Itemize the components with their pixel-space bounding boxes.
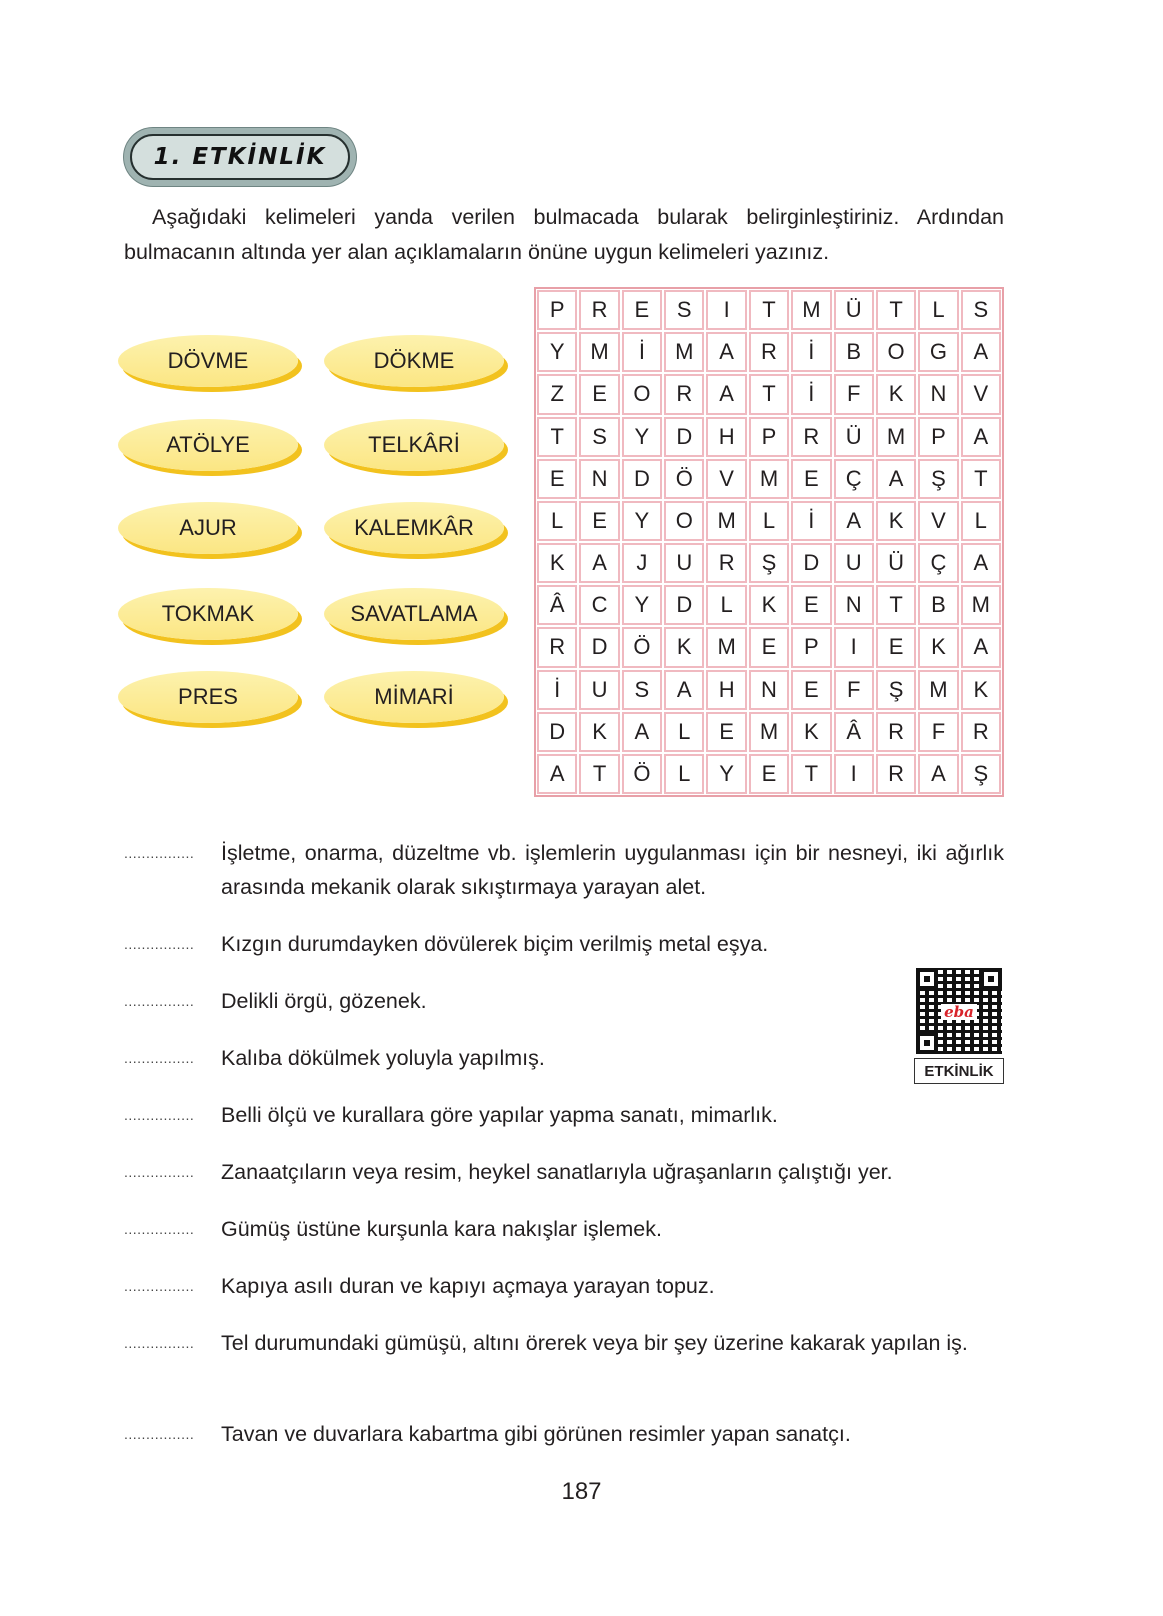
answer-blank[interactable]: ................ bbox=[124, 1164, 195, 1180]
answer-blank[interactable]: ................ bbox=[124, 1278, 195, 1294]
puzzle-cell[interactable]: G bbox=[918, 332, 958, 372]
puzzle-cell[interactable]: Z bbox=[537, 374, 577, 414]
puzzle-cell[interactable]: L bbox=[918, 290, 958, 330]
puzzle-cell[interactable]: P bbox=[791, 627, 831, 667]
word-bank-item: SAVATLAMA bbox=[324, 588, 504, 640]
puzzle-cell[interactable]: I bbox=[834, 627, 874, 667]
puzzle-cell[interactable]: Ö bbox=[664, 459, 704, 499]
puzzle-cell[interactable]: E bbox=[537, 459, 577, 499]
puzzle-cell[interactable]: O bbox=[664, 501, 704, 541]
puzzle-cell[interactable]: A bbox=[961, 543, 1001, 583]
puzzle-cell[interactable]: R bbox=[961, 712, 1001, 752]
qr-corner-icon bbox=[980, 968, 1002, 990]
activity-badge bbox=[124, 128, 356, 186]
puzzle-cell[interactable]: D bbox=[791, 543, 831, 583]
puzzle-cell[interactable]: M bbox=[579, 332, 619, 372]
puzzle-cell[interactable]: M bbox=[918, 670, 958, 710]
puzzle-cell[interactable]: Y bbox=[622, 417, 662, 457]
puzzle-cell[interactable]: M bbox=[706, 627, 746, 667]
word-bank-item: AJUR bbox=[118, 502, 298, 554]
puzzle-cell[interactable]: İ bbox=[791, 332, 831, 372]
puzzle-cell[interactable]: J bbox=[622, 543, 662, 583]
puzzle-cell[interactable]: C bbox=[579, 585, 619, 625]
puzzle-cell[interactable]: P bbox=[537, 290, 577, 330]
puzzle-cell[interactable]: N bbox=[749, 670, 789, 710]
clue-row bbox=[124, 1212, 1004, 1246]
clue-text: Kapıya asılı duran ve kapıyı açmaya yarayan topuz. bbox=[221, 1274, 715, 1298]
clue-text: Tel durumundaki gümüşü, altını örerek veya bir şey üzerine kakarak yapılan iş. bbox=[221, 1331, 968, 1355]
puzzle-cell[interactable]: Ü bbox=[876, 543, 916, 583]
answer-blank[interactable]: ................ bbox=[124, 1107, 195, 1123]
puzzle-cell[interactable]: D bbox=[579, 627, 619, 667]
puzzle-cell[interactable]: P bbox=[918, 417, 958, 457]
puzzle-cell[interactable]: H bbox=[706, 670, 746, 710]
puzzle-cell[interactable]: K bbox=[876, 501, 916, 541]
puzzle-cell[interactable]: K bbox=[876, 374, 916, 414]
puzzle-cell[interactable]: K bbox=[749, 585, 789, 625]
word-bank-item: ATÖLYE bbox=[118, 419, 298, 471]
clue-row bbox=[124, 1098, 1004, 1132]
puzzle-cell[interactable]: S bbox=[622, 670, 662, 710]
puzzle-cell[interactable]: P bbox=[749, 417, 789, 457]
answer-blank[interactable]: ................ bbox=[124, 1050, 195, 1066]
puzzle-cell[interactable]: A bbox=[961, 332, 1001, 372]
puzzle-cell[interactable]: H bbox=[706, 417, 746, 457]
puzzle-cell[interactable]: T bbox=[749, 374, 789, 414]
puzzle-cell[interactable]: F bbox=[918, 712, 958, 752]
puzzle-cell[interactable]: M bbox=[961, 585, 1001, 625]
puzzle-cell[interactable]: Y bbox=[537, 332, 577, 372]
answer-blank[interactable]: ................ bbox=[124, 936, 195, 952]
puzzle-cell[interactable]: A bbox=[706, 332, 746, 372]
puzzle-cell[interactable]: L bbox=[706, 585, 746, 625]
puzzle-cell[interactable]: K bbox=[961, 670, 1001, 710]
puzzle-cell[interactable]: M bbox=[664, 332, 704, 372]
puzzle-cell[interactable]: T bbox=[961, 459, 1001, 499]
puzzle-cell[interactable]: Y bbox=[622, 585, 662, 625]
puzzle-cell[interactable]: E bbox=[791, 585, 831, 625]
puzzle-cell[interactable]: V bbox=[918, 501, 958, 541]
page-number: 187 bbox=[561, 1478, 602, 1505]
puzzle-cell[interactable]: İ bbox=[622, 332, 662, 372]
word-bank-item: MİMARİ bbox=[324, 671, 504, 723]
clue-row bbox=[124, 1326, 1004, 1360]
word-bank-item: TELKÂRİ bbox=[324, 419, 504, 471]
puzzle-cell[interactable]: R bbox=[791, 417, 831, 457]
puzzle-cell[interactable]: E bbox=[622, 290, 662, 330]
puzzle-cell[interactable]: E bbox=[749, 754, 789, 794]
puzzle-cell[interactable]: A bbox=[622, 712, 662, 752]
puzzle-cell[interactable]: K bbox=[537, 543, 577, 583]
word-search-grid bbox=[534, 287, 1004, 797]
puzzle-cell[interactable]: O bbox=[876, 332, 916, 372]
puzzle-cell[interactable]: R bbox=[876, 754, 916, 794]
puzzle-cell[interactable]: I bbox=[706, 290, 746, 330]
word-bank-item: KALEMKÂR bbox=[324, 502, 504, 554]
clue-row bbox=[124, 927, 1004, 961]
puzzle-cell[interactable]: L bbox=[961, 501, 1001, 541]
clue-text: Belli ölçü ve kurallara göre yapılar yapma sanatı, mimarlık. bbox=[221, 1103, 778, 1127]
qr-corner-icon bbox=[916, 1032, 938, 1054]
puzzle-cell[interactable]: A bbox=[664, 670, 704, 710]
eba-logo: eba bbox=[941, 1004, 977, 1020]
puzzle-cell[interactable]: T bbox=[749, 290, 789, 330]
puzzle-cell[interactable]: M bbox=[876, 417, 916, 457]
clue-text: Zanaatçıların veya resim, heykel sanatlarıyla uğraşanların çalıştığı yer. bbox=[221, 1160, 893, 1184]
puzzle-cell[interactable]: A bbox=[876, 459, 916, 499]
puzzle-cell[interactable]: N bbox=[579, 459, 619, 499]
answer-blank[interactable]: ................ bbox=[124, 1335, 195, 1351]
puzzle-cell[interactable]: T bbox=[537, 417, 577, 457]
puzzle-cell[interactable]: R bbox=[706, 543, 746, 583]
puzzle-cell[interactable]: Â bbox=[834, 712, 874, 752]
puzzle-cell[interactable]: A bbox=[706, 374, 746, 414]
puzzle-cell[interactable]: A bbox=[537, 754, 577, 794]
puzzle-cell[interactable]: A bbox=[834, 501, 874, 541]
puzzle-cell[interactable]: B bbox=[918, 585, 958, 625]
puzzle-cell[interactable]: A bbox=[961, 417, 1001, 457]
puzzle-cell[interactable]: R bbox=[537, 627, 577, 667]
qr-corner-icon bbox=[916, 968, 938, 990]
puzzle-cell[interactable]: Ş bbox=[961, 754, 1001, 794]
word-bank-item: TOKMAK bbox=[118, 588, 298, 640]
clue-text: Delikli örgü, gözenek. bbox=[221, 989, 427, 1013]
puzzle-cell[interactable]: M bbox=[749, 459, 789, 499]
puzzle-cell[interactable]: Ş bbox=[876, 670, 916, 710]
puzzle-cell[interactable]: O bbox=[622, 374, 662, 414]
answer-blank[interactable]: ................ bbox=[124, 993, 195, 1009]
puzzle-cell[interactable]: Ü bbox=[834, 417, 874, 457]
puzzle-cell[interactable]: E bbox=[579, 374, 619, 414]
answer-blank[interactable]: ................ bbox=[124, 1426, 195, 1442]
puzzle-cell[interactable]: T bbox=[876, 585, 916, 625]
clue-row bbox=[124, 836, 1004, 904]
puzzle-cell[interactable]: Â bbox=[537, 585, 577, 625]
activity-badge-inner bbox=[130, 134, 350, 180]
puzzle-cell[interactable]: İ bbox=[791, 374, 831, 414]
puzzle-cell[interactable]: Ö bbox=[622, 627, 662, 667]
puzzle-cell[interactable]: L bbox=[664, 712, 704, 752]
puzzle-cell[interactable]: I bbox=[834, 754, 874, 794]
clue-text: Kalıba dökülmek yoluyla yapılmış. bbox=[221, 1046, 545, 1070]
puzzle-cell[interactable]: S bbox=[961, 290, 1001, 330]
clue-text: Tavan ve duvarlara kabartma gibi görünen resimler yapan sanatçı. bbox=[221, 1422, 851, 1446]
puzzle-cell[interactable]: Ş bbox=[749, 543, 789, 583]
puzzle-cell[interactable]: F bbox=[834, 670, 874, 710]
puzzle-cell[interactable]: V bbox=[961, 374, 1001, 414]
puzzle-cell[interactable]: R bbox=[664, 374, 704, 414]
puzzle-cell[interactable]: S bbox=[664, 290, 704, 330]
puzzle-cell[interactable]: A bbox=[579, 543, 619, 583]
puzzle-cell[interactable]: A bbox=[918, 754, 958, 794]
puzzle-cell[interactable]: E bbox=[791, 459, 831, 499]
qr-code-icon[interactable] bbox=[916, 968, 1002, 1054]
puzzle-cell[interactable]: Ş bbox=[918, 459, 958, 499]
puzzle-cell[interactable]: K bbox=[918, 627, 958, 667]
clue-row bbox=[124, 1417, 1004, 1451]
puzzle-cell[interactable]: T bbox=[579, 754, 619, 794]
word-bank-item: PRES bbox=[118, 671, 298, 723]
puzzle-cell[interactable]: S bbox=[579, 417, 619, 457]
puzzle-cell[interactable]: M bbox=[749, 712, 789, 752]
puzzle-cell[interactable]: İ bbox=[537, 670, 577, 710]
puzzle-cell[interactable]: R bbox=[749, 332, 789, 372]
clue-text: Gümüş üstüne kurşunla kara nakışlar işlemek. bbox=[221, 1217, 662, 1241]
puzzle-cell[interactable]: U bbox=[664, 543, 704, 583]
puzzle-cell[interactable]: Ç bbox=[918, 543, 958, 583]
puzzle-cell[interactable]: E bbox=[706, 712, 746, 752]
puzzle-cell[interactable]: E bbox=[579, 501, 619, 541]
puzzle-cell[interactable]: K bbox=[664, 627, 704, 667]
puzzle-cell[interactable]: U bbox=[834, 543, 874, 583]
puzzle-cell[interactable]: K bbox=[579, 712, 619, 752]
puzzle-cell[interactable]: M bbox=[706, 501, 746, 541]
qr-activity-box[interactable] bbox=[914, 968, 1004, 1086]
puzzle-cell[interactable]: N bbox=[834, 585, 874, 625]
puzzle-cell[interactable]: L bbox=[664, 754, 704, 794]
puzzle-cell[interactable]: E bbox=[791, 670, 831, 710]
qr-label: ETKİNLİK bbox=[914, 1058, 1004, 1084]
puzzle-cell[interactable]: D bbox=[664, 417, 704, 457]
puzzle-cell[interactable]: V bbox=[706, 459, 746, 499]
puzzle-cell[interactable]: E bbox=[876, 627, 916, 667]
clue-row bbox=[124, 1269, 1004, 1303]
clue-text: İşletme, onarma, düzeltme vb. işlemlerin uygulanması için bir nesneyi, iki ağırlık arasında mekanik olarak sıkıştırmaya yarayan alet. bbox=[221, 841, 1004, 899]
clue-text: Kızgın durumdayken dövülerek biçim verilmiş metal eşya. bbox=[221, 932, 769, 956]
puzzle-cell[interactable]: B bbox=[834, 332, 874, 372]
puzzle-cell[interactable]: T bbox=[791, 754, 831, 794]
puzzle-cell[interactable]: D bbox=[622, 459, 662, 499]
puzzle-cell[interactable]: L bbox=[749, 501, 789, 541]
puzzle-cell[interactable]: E bbox=[749, 627, 789, 667]
puzzle-cell[interactable]: M bbox=[791, 290, 831, 330]
puzzle-cell[interactable]: Y bbox=[622, 501, 662, 541]
puzzle-cell[interactable]: Ü bbox=[834, 290, 874, 330]
answer-blank[interactable]: ................ bbox=[124, 1221, 195, 1237]
instructions-paragraph: Aşağıdaki kelimeleri yanda verilen bulmacada bularak belirginleştiriniz. Ardından bulmacanın altında yer alan açıklamaların önüne uygun kelimeleri yazınız. bbox=[124, 205, 1004, 264]
puzzle-cell[interactable]: Ç bbox=[834, 459, 874, 499]
puzzle-cell[interactable]: İ bbox=[791, 501, 831, 541]
answer-blank[interactable]: ................ bbox=[124, 845, 195, 861]
activity-heading: 1. ETKİNLİK bbox=[153, 144, 327, 170]
puzzle-cell[interactable]: F bbox=[834, 374, 874, 414]
puzzle-cell[interactable]: K bbox=[791, 712, 831, 752]
puzzle-cell[interactable]: R bbox=[579, 290, 619, 330]
word-bank-item: DÖVME bbox=[118, 335, 298, 387]
puzzle-cell[interactable]: N bbox=[918, 374, 958, 414]
puzzle-cell[interactable]: R bbox=[876, 712, 916, 752]
puzzle-cell[interactable]: D bbox=[664, 585, 704, 625]
puzzle-cell[interactable]: U bbox=[579, 670, 619, 710]
puzzle-cell[interactable]: Ö bbox=[622, 754, 662, 794]
puzzle-cell[interactable]: L bbox=[537, 501, 577, 541]
puzzle-cell[interactable]: Y bbox=[706, 754, 746, 794]
puzzle-cell[interactable]: D bbox=[537, 712, 577, 752]
word-bank-item: DÖKME bbox=[324, 335, 504, 387]
clue-row bbox=[124, 1155, 1004, 1189]
puzzle-cell[interactable]: T bbox=[876, 290, 916, 330]
clue-row bbox=[124, 1041, 1004, 1075]
clue-row bbox=[124, 984, 1004, 1018]
puzzle-cell[interactable]: A bbox=[961, 627, 1001, 667]
